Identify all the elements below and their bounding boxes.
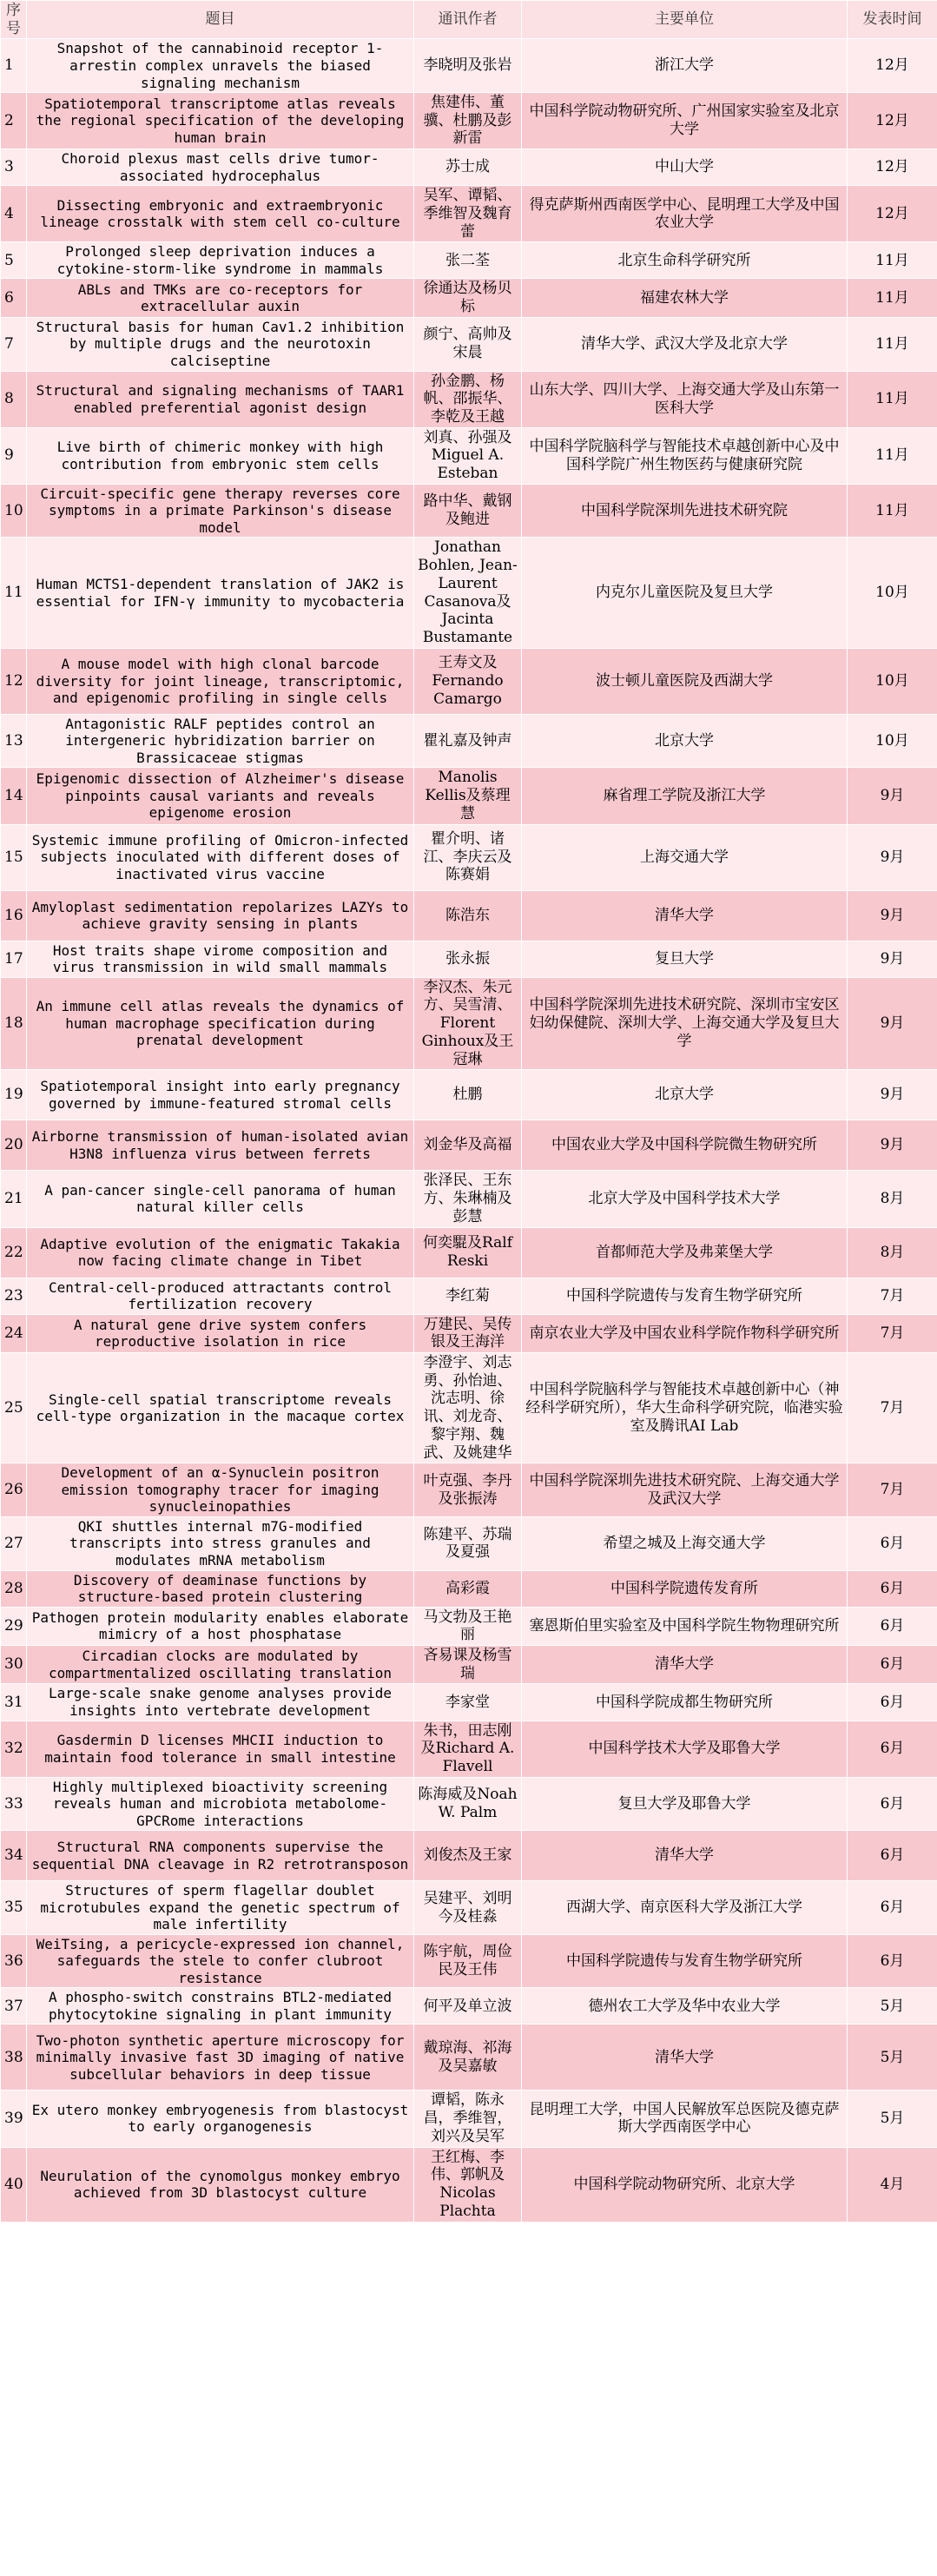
table-row xyxy=(1,977,937,1070)
table-row xyxy=(1,1831,937,1881)
publish-month: 8月 xyxy=(848,1227,937,1278)
row-number: 12 xyxy=(1,648,27,714)
paper-title: Airborne transmission of human-isolated avian H3N8 influenza virus between ferrets xyxy=(27,1120,414,1171)
row-number: 40 xyxy=(1,2147,27,2222)
table-row xyxy=(1,1516,937,1570)
header-time: 发表时间 xyxy=(848,1,937,39)
paper-title: Structural basis for human Cav1.2 inhibition by multiple drugs and the neurotoxin calciseptine xyxy=(27,317,414,371)
paper-title: Highly multiplexed bioactivity screening reveals human and microbiota metabolome-GPCRome interactions xyxy=(27,1777,414,1831)
paper-title: Human MCTS1-dependent translation of JAK2 is essential for IFN-γ immunity to mycobacteria xyxy=(27,538,414,648)
table-row xyxy=(1,149,937,186)
paper-title: Dissecting embryonic and extraembryonic lineage crosstalk with stem cell co-culture xyxy=(27,186,414,242)
publish-month: 11月 xyxy=(848,317,937,371)
publish-month: 11月 xyxy=(848,484,937,538)
row-number: 19 xyxy=(1,1070,27,1120)
paper-title: QKI shuttles internal m7G-modified transcripts into stress granules and modulates mRNA metabolism xyxy=(27,1516,414,1570)
institution: 北京大学 xyxy=(522,714,848,768)
publish-month: 7月 xyxy=(848,1463,937,1517)
paper-title: Structural RNA components supervise the sequential DNA cleavage in R2 retrotransposon xyxy=(27,1831,414,1881)
publish-month: 12月 xyxy=(848,93,937,149)
corresponding-author: 李晓明及张岩 xyxy=(414,39,522,93)
corresponding-author: 吴建平、刘明今及桂淼 xyxy=(414,1881,522,1935)
corresponding-author: 朱书，田志刚及Richard A. Flavell xyxy=(414,1721,522,1777)
corresponding-author: 吝易课及杨雪瑞 xyxy=(414,1646,522,1684)
table-row xyxy=(1,1934,937,1988)
row-number: 11 xyxy=(1,538,27,648)
corresponding-author: 高彩霞 xyxy=(414,1570,522,1607)
paper-title: Systemic immune profiling of Omicron-infected subjects inoculated with different doses of inactivated virus vaccine xyxy=(27,824,414,890)
publish-month: 6月 xyxy=(848,1934,937,1988)
corresponding-author: Jonathan Bohlen, Jean-Laurent Casanova及Jacinta Bustamante xyxy=(414,538,522,648)
institution: 清华大学 xyxy=(522,1831,848,1881)
paper-title: Amyloplast sedimentation repolarizes LAZYs to achieve gravity sensing in plants xyxy=(27,890,414,941)
corresponding-author: 王红梅、李伟、郭帆及Nicolas Plachta xyxy=(414,2147,522,2222)
institution: 复旦大学及耶鲁大学 xyxy=(522,1777,848,1831)
table-row xyxy=(1,1120,937,1171)
corresponding-author: 叶克强、李丹及张振涛 xyxy=(414,1463,522,1517)
corresponding-author: 焦建伟、董骥、杜鹏及彭新雷 xyxy=(414,93,522,149)
publish-month: 9月 xyxy=(848,1070,937,1120)
institution: 中国农业大学及中国科学院微生物研究所 xyxy=(522,1120,848,1171)
table-row xyxy=(1,371,937,427)
corresponding-author: 刘金华及高福 xyxy=(414,1120,522,1171)
paper-title: Single-cell spatial transcriptome reveals cell-type organization in the macaque cortex xyxy=(27,1353,414,1463)
corresponding-author: 张二荃 xyxy=(414,242,522,279)
table-row xyxy=(1,1463,937,1517)
paper-title: A natural gene drive system confers reproductive isolation in rice xyxy=(27,1314,414,1352)
corresponding-author: 瞿介明、诸江、李庆云及陈赛娟 xyxy=(414,824,522,890)
row-number: 33 xyxy=(1,1777,27,1831)
row-number: 14 xyxy=(1,768,27,824)
publish-month: 11月 xyxy=(848,427,937,484)
institution: 塞恩斯伯里实验室及中国科学院生物物理研究所 xyxy=(522,1607,848,1645)
paper-title: Choroid plexus mast cells drive tumor-associated hydrocephalus xyxy=(27,149,414,186)
row-number: 8 xyxy=(1,371,27,427)
institution: 中山大学 xyxy=(522,149,848,186)
corresponding-author: 张永振 xyxy=(414,941,522,977)
table-row xyxy=(1,186,937,242)
institution: 昆明理工大学，中国人民解放军总医院及德克萨斯大学西南医学中心 xyxy=(522,2091,848,2147)
paper-title: An immune cell atlas reveals the dynamics of human macrophage specification during prenatal development xyxy=(27,977,414,1070)
row-number: 30 xyxy=(1,1646,27,1684)
row-number: 22 xyxy=(1,1227,27,1278)
table-row xyxy=(1,1171,937,1227)
row-number: 32 xyxy=(1,1721,27,1777)
paper-title: Prolonged sleep deprivation induces a cytokine-storm-like syndrome in mammals xyxy=(27,242,414,279)
paper-title: Adaptive evolution of the enigmatic Takakia now facing climate change in Tibet xyxy=(27,1227,414,1278)
table-row xyxy=(1,279,937,317)
row-number: 29 xyxy=(1,1607,27,1645)
corresponding-author: 马文勃及王艳丽 xyxy=(414,1607,522,1645)
row-number: 25 xyxy=(1,1353,27,1463)
paper-title: Central-cell-produced attractants control fertilization recovery xyxy=(27,1278,414,1314)
row-number: 39 xyxy=(1,2091,27,2147)
table-row xyxy=(1,1646,937,1684)
corresponding-author: 徐通达及杨贝标 xyxy=(414,279,522,317)
institution: 中国科学院脑科学与智能技术卓越创新中心（神经科学研究所），华大生命科学研究院，临港实验室及腾讯AI Lab xyxy=(522,1353,848,1463)
table-row xyxy=(1,538,937,648)
institution: 南京农业大学及中国农业科学院作物科学研究所 xyxy=(522,1314,848,1352)
publish-month: 6月 xyxy=(848,1881,937,1935)
institution: 复旦大学 xyxy=(522,941,848,977)
header-unit: 主要单位 xyxy=(522,1,848,39)
table-row xyxy=(1,1777,937,1831)
row-number: 4 xyxy=(1,186,27,242)
institution: 清华大学、武汉大学及北京大学 xyxy=(522,317,848,371)
paper-title: Structures of sperm flagellar doublet microtubules expand the genetic spectrum of male infertility xyxy=(27,1881,414,1935)
table-row xyxy=(1,1227,937,1278)
table-row xyxy=(1,648,937,714)
institution: 中国科学院深圳先进技术研究院、上海交通大学及武汉大学 xyxy=(522,1463,848,1517)
corresponding-author: 万建民、吴传银及王海洋 xyxy=(414,1314,522,1352)
publish-month: 9月 xyxy=(848,977,937,1070)
corresponding-author: 王寿文及Fernando Camargo xyxy=(414,648,522,714)
corresponding-author: 瞿礼嘉及钟声 xyxy=(414,714,522,768)
table-row xyxy=(1,824,937,890)
publish-month: 12月 xyxy=(848,149,937,186)
institution: 中国科学院动物研究所、广州国家实验室及北京大学 xyxy=(522,93,848,149)
row-number: 5 xyxy=(1,242,27,279)
institution: 西湖大学、南京医科大学及浙江大学 xyxy=(522,1881,848,1935)
table-row xyxy=(1,427,937,484)
row-number: 9 xyxy=(1,427,27,484)
table-row xyxy=(1,941,937,977)
corresponding-author: Manolis Kellis及蔡理慧 xyxy=(414,768,522,824)
table-row xyxy=(1,242,937,279)
table-row xyxy=(1,39,937,93)
institution: 北京生命科学研究所 xyxy=(522,242,848,279)
paper-title: Antagonistic RALF peptides control an intergeneric hybridization barrier on Brassicaceae stigmas xyxy=(27,714,414,768)
corresponding-author: 苏士成 xyxy=(414,149,522,186)
table-row xyxy=(1,1570,937,1607)
publish-month: 12月 xyxy=(848,186,937,242)
institution: 中国科学院遗传发育所 xyxy=(522,1570,848,1607)
table-row xyxy=(1,1607,937,1645)
paper-title: Structural and signaling mechanisms of TAAR1 enabled preferential agonist design xyxy=(27,371,414,427)
header-no: 序号 xyxy=(1,1,27,39)
corresponding-author: 李家堂 xyxy=(414,1684,522,1721)
publish-month: 10月 xyxy=(848,648,937,714)
institution: 中国科学院脑科学与智能技术卓越创新中心及中国科学院广州生物医药与健康研究院 xyxy=(522,427,848,484)
paper-title: Large-scale snake genome analyses provide insights into vertebrate development xyxy=(27,1684,414,1721)
publish-month: 9月 xyxy=(848,941,937,977)
corresponding-author: 陈浩东 xyxy=(414,890,522,941)
row-number: 34 xyxy=(1,1831,27,1881)
institution: 浙江大学 xyxy=(522,39,848,93)
publish-month: 6月 xyxy=(848,1570,937,1607)
table-row xyxy=(1,890,937,941)
corresponding-author: 李澄宇、刘志勇、孙怡迪、沈志明、徐讯、刘龙奇、黎宇翔、魏武、及姚建华 xyxy=(414,1353,522,1463)
publish-month: 6月 xyxy=(848,1646,937,1684)
publish-month: 10月 xyxy=(848,714,937,768)
publish-month: 5月 xyxy=(848,2091,937,2147)
paper-title: A mouse model with high clonal barcode diversity for joint lineage, transcriptomic, and epigenomic profiling in single cells xyxy=(27,648,414,714)
table-row xyxy=(1,768,937,824)
paper-title: Two-photon synthetic aperture microscopy for minimally invasive fast 3D imaging of native subcellular behaviors in deep tissue xyxy=(27,2024,414,2091)
institution: 希望之城及上海交通大学 xyxy=(522,1516,848,1570)
row-number: 2 xyxy=(1,93,27,149)
institution: 北京大学及中国科学技术大学 xyxy=(522,1171,848,1227)
publish-month: 6月 xyxy=(848,1831,937,1881)
publish-month: 8月 xyxy=(848,1171,937,1227)
table-row xyxy=(1,317,937,371)
paper-title: Spatiotemporal transcriptome atlas reveals the regional specification of the developing human brain xyxy=(27,93,414,149)
watermark: 知乎 @央科医学 xyxy=(705,2540,890,2569)
row-number: 37 xyxy=(1,1988,27,2024)
publish-month: 11月 xyxy=(848,242,937,279)
publish-month: 9月 xyxy=(848,1120,937,1171)
corresponding-author: 李汉杰、朱元方、吴雪清、Florent Ginhoux及王冠琳 xyxy=(414,977,522,1070)
institution: 得克萨斯州西南医学中心、昆明理工大学及中国农业大学 xyxy=(522,186,848,242)
publish-month: 10月 xyxy=(848,538,937,648)
row-number: 26 xyxy=(1,1463,27,1517)
table-row xyxy=(1,1988,937,2024)
corresponding-author: 陈宇航，周俭民及王伟 xyxy=(414,1934,522,1988)
paper-title: A phospho-switch constrains BTL2-mediated phytocytokine signaling in plant immunity xyxy=(27,1988,414,2024)
corresponding-author: 戴琼海、祁海及吴嘉敏 xyxy=(414,2024,522,2091)
publish-month: 12月 xyxy=(848,39,937,93)
row-number: 6 xyxy=(1,279,27,317)
publish-month: 11月 xyxy=(848,371,937,427)
publish-month: 9月 xyxy=(848,890,937,941)
table-row xyxy=(1,2091,937,2147)
header-title: 题目 xyxy=(27,1,414,39)
institution: 中国科学院遗传与发育生物学研究所 xyxy=(522,1278,848,1314)
institution: 中国科学院遗传与发育生物学研究所 xyxy=(522,1934,848,1988)
corresponding-author: 颜宁、高帅及宋晨 xyxy=(414,317,522,371)
institution: 麻省理工学院及浙江大学 xyxy=(522,768,848,824)
paper-title: Neurulation of the cynomolgus monkey embryo achieved from 3D blastocyst culture xyxy=(27,2147,414,2222)
table-row xyxy=(1,714,937,768)
institution: 中国科学院成都生物研究所 xyxy=(522,1684,848,1721)
row-number: 17 xyxy=(1,941,27,977)
corresponding-author: 何平及单立波 xyxy=(414,1988,522,2024)
row-number: 35 xyxy=(1,1881,27,1935)
row-number: 28 xyxy=(1,1570,27,1607)
table-row xyxy=(1,1070,937,1120)
paper-title: Snapshot of the cannabinoid receptor 1-arrestin complex unravels the biased signaling mechanism xyxy=(27,39,414,93)
paper-title: Gasdermin D licenses MHCII induction to maintain food tolerance in small intestine xyxy=(27,1721,414,1777)
row-number: 20 xyxy=(1,1120,27,1171)
publish-month: 9月 xyxy=(848,768,937,824)
row-number: 7 xyxy=(1,317,27,371)
institution: 上海交通大学 xyxy=(522,824,848,890)
corresponding-author: 陈建平、苏瑞及夏强 xyxy=(414,1516,522,1570)
row-number: 16 xyxy=(1,890,27,941)
corresponding-author: 谭韬，陈永昌，季维智，刘兴及吴军 xyxy=(414,2091,522,2147)
institution: 德州农工大学及华中农业大学 xyxy=(522,1988,848,2024)
publish-month: 6月 xyxy=(848,1777,937,1831)
table-row xyxy=(1,484,937,538)
row-number: 15 xyxy=(1,824,27,890)
row-number: 21 xyxy=(1,1171,27,1227)
table-row xyxy=(1,93,937,149)
row-number: 31 xyxy=(1,1684,27,1721)
corresponding-author: 孙金鹏、杨帆、邵振华、李乾及王越 xyxy=(414,371,522,427)
institution: 山东大学、四川大学、上海交通大学及山东第一医科大学 xyxy=(522,371,848,427)
row-number: 10 xyxy=(1,484,27,538)
paper-title: Live birth of chimeric monkey with high contribution from embryonic stem cells xyxy=(27,427,414,484)
publish-month: 6月 xyxy=(848,1516,937,1570)
paper-title: ABLs and TMKs are co-receptors for extracellular auxin xyxy=(27,279,414,317)
row-number: 3 xyxy=(1,149,27,186)
institution: 中国科学院动物研究所、北京大学 xyxy=(522,2147,848,2222)
row-number: 24 xyxy=(1,1314,27,1352)
institution: 北京大学 xyxy=(522,1070,848,1120)
row-number: 38 xyxy=(1,2024,27,2091)
corresponding-author: 李红菊 xyxy=(414,1278,522,1314)
paper-title: Pathogen protein modularity enables elaborate mimicry of a host phosphatase xyxy=(27,1607,414,1645)
institution: 清华大学 xyxy=(522,1646,848,1684)
publish-month: 5月 xyxy=(848,1988,937,2024)
table-body xyxy=(1,39,937,2222)
table-row xyxy=(1,2147,937,2222)
table-header-row xyxy=(1,1,937,39)
institution: 福建农林大学 xyxy=(522,279,848,317)
publish-month: 11月 xyxy=(848,279,937,317)
paper-title: A pan-cancer single-cell panorama of human natural killer cells xyxy=(27,1171,414,1227)
corresponding-author: 何奕騉及Ralf Reski xyxy=(414,1227,522,1278)
corresponding-author: 张泽民、王东方、朱琳楠及彭慧 xyxy=(414,1171,522,1227)
publish-month: 6月 xyxy=(848,1721,937,1777)
publish-month: 6月 xyxy=(848,1684,937,1721)
publish-month: 4月 xyxy=(848,2147,937,2222)
table-row xyxy=(1,1278,937,1314)
row-number: 18 xyxy=(1,977,27,1070)
paper-title: Spatiotemporal insight into early pregnancy governed by immune-featured stromal cells xyxy=(27,1070,414,1120)
paper-title: Circadian clocks are modulated by compartmentalized oscillating translation xyxy=(27,1646,414,1684)
header-author: 通讯作者 xyxy=(414,1,522,39)
paper-title: Circuit-specific gene therapy reverses core symptoms in a primate Parkinson's disease model xyxy=(27,484,414,538)
institution: 清华大学 xyxy=(522,2024,848,2091)
publish-month: 9月 xyxy=(848,824,937,890)
corresponding-author: 吴军、谭韬、季维智及魏育蕾 xyxy=(414,186,522,242)
row-number: 27 xyxy=(1,1516,27,1570)
corresponding-author: 路中华、戴钢及鲍进 xyxy=(414,484,522,538)
corresponding-author: 刘真、孙强及Miguel A. Esteban xyxy=(414,427,522,484)
corresponding-author: 刘俊杰及王家 xyxy=(414,1831,522,1881)
publish-month: 7月 xyxy=(848,1314,937,1352)
row-number: 13 xyxy=(1,714,27,768)
publish-month: 6月 xyxy=(848,1607,937,1645)
institution: 中国科学技术大学及耶鲁大学 xyxy=(522,1721,848,1777)
table-row xyxy=(1,1721,937,1777)
publish-month: 7月 xyxy=(848,1353,937,1463)
corresponding-author: 陈海威及Noah W. Palm xyxy=(414,1777,522,1831)
institution: 首都师范大学及弗莱堡大学 xyxy=(522,1227,848,1278)
table-row xyxy=(1,1353,937,1463)
table-row xyxy=(1,1314,937,1352)
paper-title: Development of an α-Synuclein positron emission tomography tracer for imaging synucleinopathies xyxy=(27,1463,414,1517)
institution: 内克尔儿童医院及复旦大学 xyxy=(522,538,848,648)
paper-title: WeiTsing, a pericycle-expressed ion channel, safeguards the stele to confer clubroot resistance xyxy=(27,1934,414,1988)
row-number: 1 xyxy=(1,39,27,93)
paper-title: Epigenomic dissection of Alzheimer's disease pinpoints causal variants and reveals epigenome erosion xyxy=(27,768,414,824)
table-row xyxy=(1,1684,937,1721)
paper-title: Discovery of deaminase functions by structure-based protein clustering xyxy=(27,1570,414,1607)
table-row xyxy=(1,1881,937,1935)
table-row xyxy=(1,2024,937,2091)
institution: 波士顿儿童医院及西湖大学 xyxy=(522,648,848,714)
publish-month: 5月 xyxy=(848,2024,937,2091)
corresponding-author: 杜鹏 xyxy=(414,1070,522,1120)
institution: 中国科学院深圳先进技术研究院 xyxy=(522,484,848,538)
row-number: 23 xyxy=(1,1278,27,1314)
institution: 清华大学 xyxy=(522,890,848,941)
institution: 中国科学院深圳先进技术研究院、深圳市宝安区妇幼保健院、深圳大学、上海交通大学及复旦大学 xyxy=(522,977,848,1070)
paper-title: Host traits shape virome composition and virus transmission in wild small mammals xyxy=(27,941,414,977)
publish-month: 7月 xyxy=(848,1278,937,1314)
row-number: 36 xyxy=(1,1934,27,1988)
paper-title: Ex utero monkey embryogenesis from blastocyst to early organogenesis xyxy=(27,2091,414,2147)
